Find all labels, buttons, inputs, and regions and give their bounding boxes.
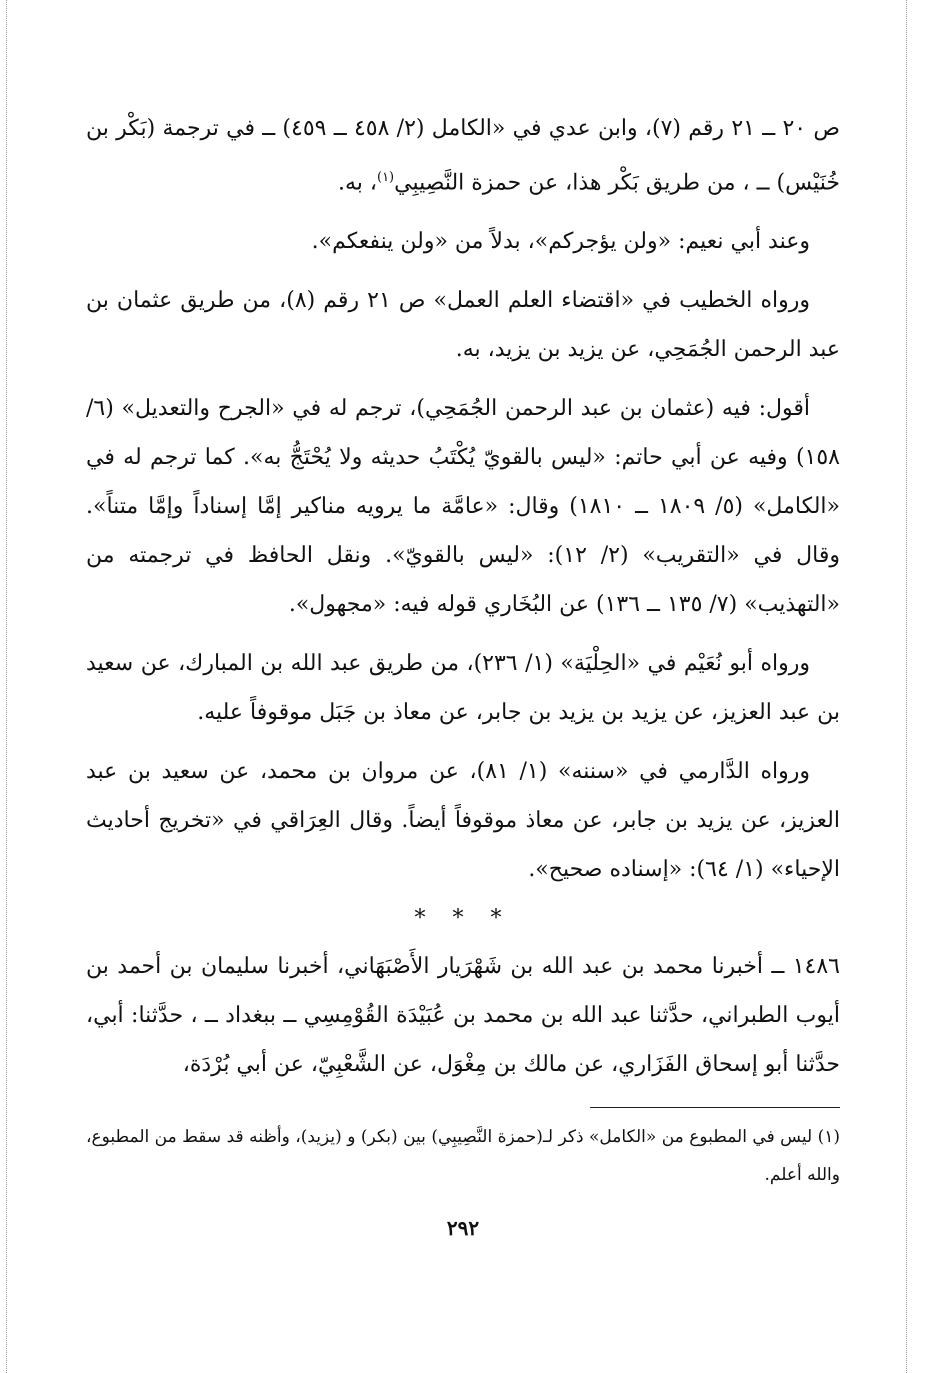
footnote-reference[interactable]: (١) [376,170,395,185]
paragraph-2: وعند أبي نعيم: «ولن يؤجركم»، بدلاً من «ولن ينفعكم». [311,229,810,255]
paragraph-6: ورواه الدَّارمي في «سننه» (١/ ٨١)، عن مروان بن محمد، عن سعيد بن عبد العزيز، عن يزيد بن جابر، عن معاذ موقوفاً أيضاً. وقال العِرَاقي في «تخريج أحاديث الإحياء» (١/ ٦٤): «إسناده صحيح». [86,759,840,883]
footnote-divider [590,1107,840,1108]
section-separator: * * * [414,906,512,932]
scan-margin-line-left [6,0,7,1373]
paragraph-3: ورواه الخطيب في «اقتضاء العلم العمل» ص ٢١ رقم (٨)، من طريق عثمان بن عبد الرحمن الجُمَحِي، عن يزيد بن يزيد، به. [86,288,840,363]
paragraph-4: أقول: فيه (عثمان بن عبد الرحمن الجُمَحِي)، ترجم له في «الجرح والتعديل» (٦/ ١٥٨) وفيه عن أبي حاتم: «ليس بالقويّ يُكْتَبُ حديثه ولا يُحْتَجُّ به». كما ترجم له في «الكامل» (٥/ ١٨٠٩ ــ ١٨١٠) وقال: «عامَّة ما يرويه مناكير إمَّا إسناداً وإمَّا متناً». وقال في «التقريب» (٢/ ١٢): «ليس بالقويّ». ونقل الحافظ في ترجمته من «التهذيب» (٧/ ١٣٥ ــ ١٣٦) عن البُخَاري قوله فيه: «مجهول». [86,396,840,618]
hadith-paragraph: ١٤٨٦ ــ أخبرنا محمد بن عبد الله بن شَهْرَيار الأَصْبَهَاني، أخبرنا سليمان بن أحمد بن أيوب الطبراني، حدَّثنا عبد الله بن محمد بن عُبَيْدَة القُوْمِسِي ــ ببغداد ــ ، حدَّثنا: أبي، حدَّثنا أبو إسحاق الفَزَاري، عن مالك بن مِغْوَل، عن الشَّعْبِيّ، عن أبي بُرْدَة، [86,954,840,1078]
paragraph-5: ورواه أبو نُعَيْم في «الحِلْيَة» (١/ ٢٣٦)، من طريق عبد الله بن المبارك، عن سعيد بن عبد العزيز، عن يزيد بن يزيد بن جابر، عن معاذ بن جَبَل موقوفاً عليه. [86,651,840,726]
footnote-text: (١) ليس في المطبوع من «الكامل» ذكر لـ(حمزة النَّصِيبِي) بين (بكر) و (يزيد)، وأظنه قد سقط من المطبوع، والله أعلم. [86,1127,840,1186]
paragraph-1-tail: ، به. [337,170,377,196]
document-page [86,104,840,1240]
page-number: ٢٩٢ [446,1216,480,1241]
scan-margin-line-right [906,0,907,1373]
paragraph-1 [86,104,840,207]
paragraph-1-text: ص ٢٠ ــ ٢١ رقم (٧)، وابن عدي في «الكامل (٢/ ٤٥٨ ــ ٤٥٩) ــ في ترجمة (بَكْر بن خُنَيْس) ــ ، من طريق بَكْر هذا، عن حمزة النَّصِيبِي [86,116,840,196]
